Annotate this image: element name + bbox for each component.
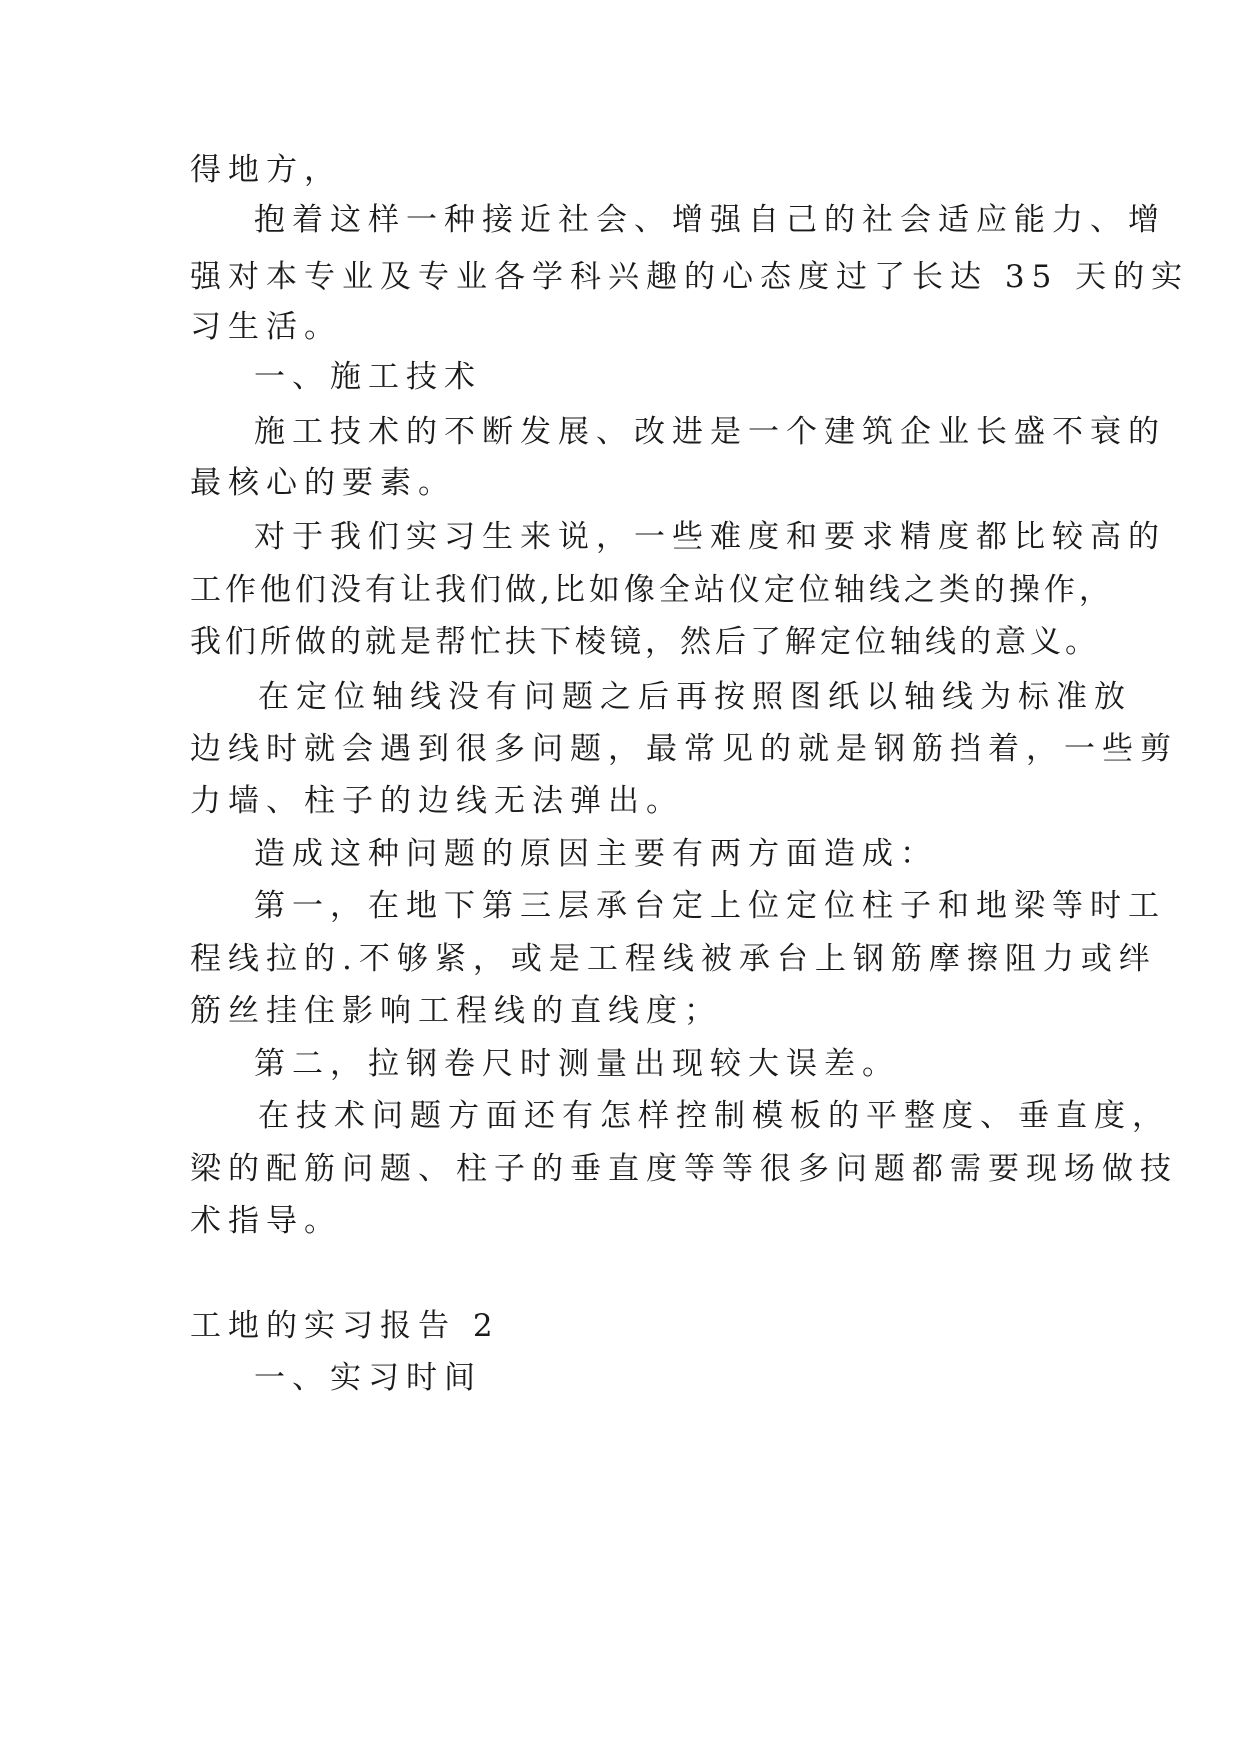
paragraph-line: 第一，在地下第三层承台定上位定位柱子和地梁等时工 bbox=[254, 888, 1166, 924]
text-line: 力墙、柱子的边线无法弹出。 bbox=[190, 783, 684, 819]
paragraph-line: 在定位轴线没有问题之后再按照图纸以轴线为标准放 bbox=[258, 679, 1132, 715]
paragraph-line: 施工技术的不断发展、改进是一个建筑企业长盛不衰的 bbox=[254, 414, 1166, 450]
paragraph-line: 抱着这样一种接近社会、增强自己的社会适应能力、增 bbox=[254, 202, 1166, 238]
text-line: 术指导。 bbox=[190, 1203, 342, 1239]
text-line: 工作他们没有让我们做,比如像全站仪定位轴线之类的操作， bbox=[190, 572, 1114, 608]
text-line: 程线拉的.不够紧，或是工程线被承台上钢筋摩擦阻力或绊 bbox=[190, 941, 1157, 977]
text-line: 筋丝挂住影响工程线的直线度； bbox=[190, 993, 722, 1029]
document-title: 工地的实习报告 2 bbox=[190, 1308, 500, 1344]
paragraph-line: 在技术问题方面还有怎样控制模板的平整度、垂直度， bbox=[258, 1098, 1170, 1134]
text-line: 得地方， bbox=[190, 152, 342, 188]
paragraph-line: 第二，拉钢卷尺时测量出现较大误差。 bbox=[254, 1046, 900, 1082]
paragraph-line: 造成这种问题的原因主要有两方面造成： bbox=[254, 836, 938, 872]
paragraph-line: 对于我们实习生来说，一些难度和要求精度都比较高的 bbox=[254, 519, 1166, 555]
section-heading: 一、施工技术 bbox=[254, 359, 482, 395]
text-line: 最核心的要素。 bbox=[190, 465, 456, 501]
text-line: 习生活。 bbox=[190, 309, 342, 345]
text-line: 边线时就会遇到很多问题，最常见的就是钢筋挡着，一些剪 bbox=[190, 731, 1178, 767]
section-heading: 一、实习时间 bbox=[254, 1360, 482, 1396]
text-line: 我们所做的就是帮忙扶下棱镜，然后了解定位轴线的意义。 bbox=[190, 624, 1100, 660]
text-line: 强对本专业及专业各学科兴趣的心态度过了长达 35 天的实 bbox=[190, 259, 1190, 295]
text-line: 梁的配筋问题、柱子的垂直度等等很多问题都需要现场做技 bbox=[190, 1151, 1178, 1187]
